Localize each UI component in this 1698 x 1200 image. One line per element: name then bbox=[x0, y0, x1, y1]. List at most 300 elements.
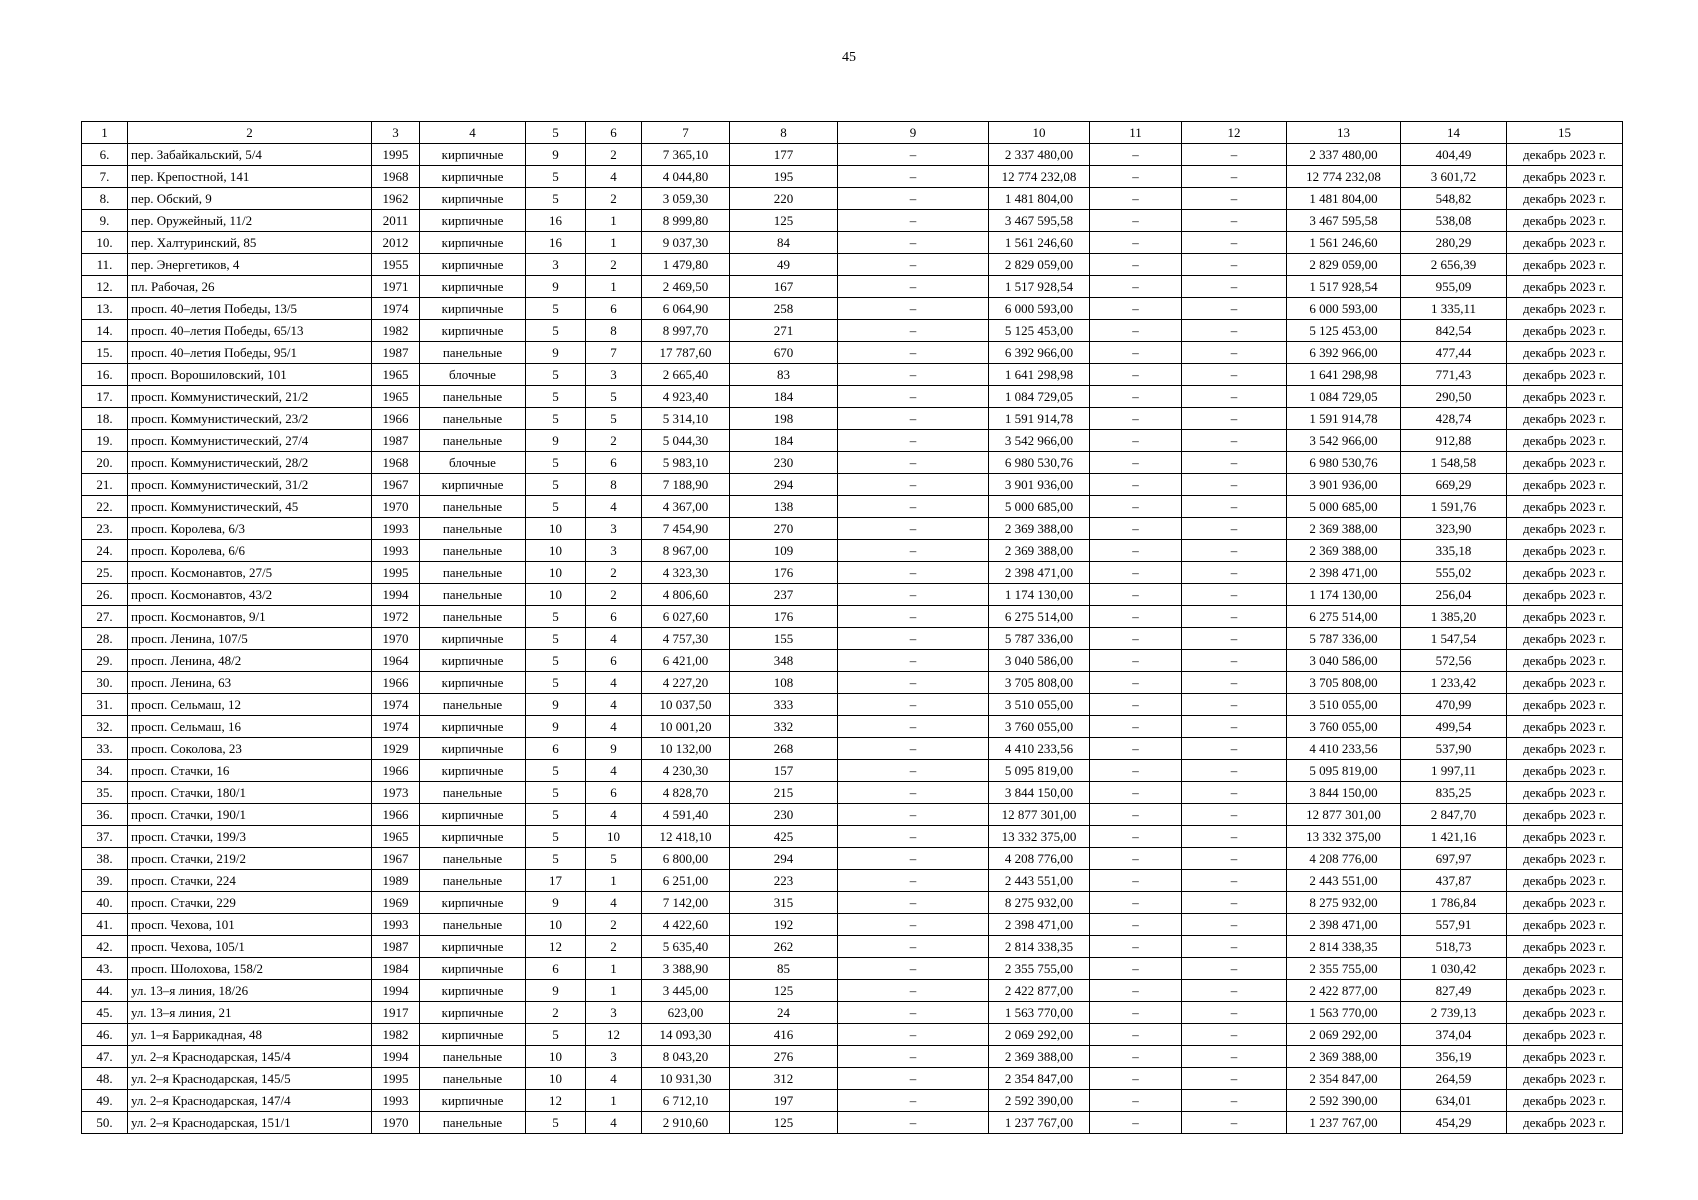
entrances-cell: 1 bbox=[586, 958, 642, 980]
floors-cell: 5 bbox=[526, 320, 586, 342]
apartments-cell: 670 bbox=[730, 342, 838, 364]
table-row bbox=[82, 980, 1623, 1002]
row-number-cell: 16. bbox=[82, 364, 128, 386]
row-number-cell: 26. bbox=[82, 584, 128, 606]
entrances-cell: 7 bbox=[586, 342, 642, 364]
apartments-cell: 348 bbox=[730, 650, 838, 672]
col-11-cell: – bbox=[1090, 320, 1182, 342]
total-cost-cell: 12 877 301,00 bbox=[1287, 804, 1401, 826]
row-number-cell: 43. bbox=[82, 958, 128, 980]
column-number-cell: 10 bbox=[989, 122, 1090, 144]
cost-cell: 1 517 928,54 bbox=[989, 276, 1090, 298]
cost-per-sqm-cell: 454,29 bbox=[1401, 1112, 1507, 1134]
apartments-cell: 223 bbox=[730, 870, 838, 892]
row-number-cell: 46. bbox=[82, 1024, 128, 1046]
table-row bbox=[82, 188, 1623, 210]
entrances-cell: 3 bbox=[586, 1046, 642, 1068]
col-12-cell: – bbox=[1182, 210, 1287, 232]
row-number-cell: 31. bbox=[82, 694, 128, 716]
col-11-cell: – bbox=[1090, 166, 1182, 188]
row-number-cell: 17. bbox=[82, 386, 128, 408]
col-9-cell: – bbox=[838, 760, 989, 782]
cost-cell: 1 481 804,00 bbox=[989, 188, 1090, 210]
col-12-cell: – bbox=[1182, 584, 1287, 606]
cost-cell: 3 760 055,00 bbox=[989, 716, 1090, 738]
entrances-cell: 4 bbox=[586, 804, 642, 826]
entrances-cell: 3 bbox=[586, 518, 642, 540]
apartments-cell: 268 bbox=[730, 738, 838, 760]
row-number-cell: 38. bbox=[82, 848, 128, 870]
col-9-cell: – bbox=[838, 892, 989, 914]
year-built-cell: 1984 bbox=[372, 958, 420, 980]
col-12-cell: – bbox=[1182, 826, 1287, 848]
entrances-cell: 2 bbox=[586, 562, 642, 584]
col-12-cell: – bbox=[1182, 1090, 1287, 1112]
total-area-cell: 4 323,30 bbox=[642, 562, 730, 584]
col-12-cell: – bbox=[1182, 672, 1287, 694]
address-cell: ул. 13–я линия, 21 bbox=[128, 1002, 372, 1024]
cost-cell: 4 208 776,00 bbox=[989, 848, 1090, 870]
address-cell: пер. Оружейный, 11/2 bbox=[128, 210, 372, 232]
completion-date-cell: декабрь 2023 г. bbox=[1507, 606, 1623, 628]
total-area-cell: 4 828,70 bbox=[642, 782, 730, 804]
col-12-cell: – bbox=[1182, 892, 1287, 914]
cost-per-sqm-cell: 835,25 bbox=[1401, 782, 1507, 804]
wall-material-cell: панельные bbox=[420, 342, 526, 364]
total-cost-cell: 1 237 767,00 bbox=[1287, 1112, 1401, 1134]
total-cost-cell: 2 355 755,00 bbox=[1287, 958, 1401, 980]
col-12-cell: – bbox=[1182, 496, 1287, 518]
col-12-cell: – bbox=[1182, 408, 1287, 430]
total-cost-cell: 1 517 928,54 bbox=[1287, 276, 1401, 298]
cost-per-sqm-cell: 827,49 bbox=[1401, 980, 1507, 1002]
table-row bbox=[82, 342, 1623, 364]
floors-cell: 9 bbox=[526, 430, 586, 452]
table-row bbox=[82, 320, 1623, 342]
address-cell: пер. Энергетиков, 4 bbox=[128, 254, 372, 276]
address-cell: просп. Стачки, 16 bbox=[128, 760, 372, 782]
year-built-cell: 1967 bbox=[372, 848, 420, 870]
address-cell: пл. Рабочая, 26 bbox=[128, 276, 372, 298]
apartments-cell: 197 bbox=[730, 1090, 838, 1112]
cost-per-sqm-cell: 537,90 bbox=[1401, 738, 1507, 760]
wall-material-cell: панельные bbox=[420, 606, 526, 628]
wall-material-cell: кирпичные bbox=[420, 980, 526, 1002]
total-area-cell: 8 967,00 bbox=[642, 540, 730, 562]
table-row bbox=[82, 606, 1623, 628]
column-number-cell: 8 bbox=[730, 122, 838, 144]
col-9-cell: – bbox=[838, 188, 989, 210]
col-12-cell: – bbox=[1182, 1024, 1287, 1046]
row-number-cell: 30. bbox=[82, 672, 128, 694]
col-11-cell: – bbox=[1090, 298, 1182, 320]
col-11-cell: – bbox=[1090, 892, 1182, 914]
completion-date-cell: декабрь 2023 г. bbox=[1507, 936, 1623, 958]
year-built-cell: 1965 bbox=[372, 826, 420, 848]
col-11-cell: – bbox=[1090, 650, 1182, 672]
col-9-cell: – bbox=[838, 848, 989, 870]
apartments-cell: 138 bbox=[730, 496, 838, 518]
completion-date-cell: декабрь 2023 г. bbox=[1507, 342, 1623, 364]
cost-per-sqm-cell: 1 548,58 bbox=[1401, 452, 1507, 474]
row-number-cell: 7. bbox=[82, 166, 128, 188]
cost-per-sqm-cell: 323,90 bbox=[1401, 518, 1507, 540]
total-area-cell: 10 037,50 bbox=[642, 694, 730, 716]
year-built-cell: 1982 bbox=[372, 1024, 420, 1046]
row-number-cell: 33. bbox=[82, 738, 128, 760]
table-row bbox=[82, 166, 1623, 188]
address-cell: просп. Стачки, 224 bbox=[128, 870, 372, 892]
apartments-cell: 230 bbox=[730, 452, 838, 474]
col-12-cell: – bbox=[1182, 980, 1287, 1002]
wall-material-cell: кирпичные bbox=[420, 738, 526, 760]
floors-cell: 5 bbox=[526, 386, 586, 408]
floors-cell: 5 bbox=[526, 496, 586, 518]
address-cell: ул. 2–я Краснодарская, 145/4 bbox=[128, 1046, 372, 1068]
wall-material-cell: панельные bbox=[420, 584, 526, 606]
cost-per-sqm-cell: 548,82 bbox=[1401, 188, 1507, 210]
table-row bbox=[82, 782, 1623, 804]
total-cost-cell: 6 000 593,00 bbox=[1287, 298, 1401, 320]
wall-material-cell: кирпичные bbox=[420, 254, 526, 276]
page-number: 45 bbox=[842, 50, 856, 65]
col-9-cell: – bbox=[838, 804, 989, 826]
building-register-table bbox=[81, 121, 1623, 1134]
entrances-cell: 2 bbox=[586, 430, 642, 452]
apartments-cell: 198 bbox=[730, 408, 838, 430]
col-11-cell: – bbox=[1090, 210, 1182, 232]
cost-per-sqm-cell: 335,18 bbox=[1401, 540, 1507, 562]
col-11-cell: – bbox=[1090, 562, 1182, 584]
entrances-cell: 8 bbox=[586, 320, 642, 342]
col-9-cell: – bbox=[838, 1090, 989, 1112]
entrances-cell: 2 bbox=[586, 914, 642, 936]
col-12-cell: – bbox=[1182, 188, 1287, 210]
total-cost-cell: 1 561 246,60 bbox=[1287, 232, 1401, 254]
table-row bbox=[82, 870, 1623, 892]
floors-cell: 6 bbox=[526, 958, 586, 980]
table-row bbox=[82, 914, 1623, 936]
address-cell: просп. Космонавтов, 27/5 bbox=[128, 562, 372, 584]
wall-material-cell: кирпичные bbox=[420, 804, 526, 826]
col-9-cell: – bbox=[838, 672, 989, 694]
row-number-cell: 41. bbox=[82, 914, 128, 936]
col-9-cell: – bbox=[838, 1112, 989, 1134]
address-cell: пер. Обский, 9 bbox=[128, 188, 372, 210]
column-number-cell: 4 bbox=[420, 122, 526, 144]
total-area-cell: 4 591,40 bbox=[642, 804, 730, 826]
total-area-cell: 4 422,60 bbox=[642, 914, 730, 936]
col-11-cell: – bbox=[1090, 848, 1182, 870]
floors-cell: 3 bbox=[526, 254, 586, 276]
column-number-header-row bbox=[82, 122, 1623, 144]
cost-cell: 3 040 586,00 bbox=[989, 650, 1090, 672]
address-cell: просп. 40–летия Победы, 13/5 bbox=[128, 298, 372, 320]
year-built-cell: 1966 bbox=[372, 672, 420, 694]
table-row bbox=[82, 738, 1623, 760]
completion-date-cell: декабрь 2023 г. bbox=[1507, 716, 1623, 738]
apartments-cell: 215 bbox=[730, 782, 838, 804]
entrances-cell: 4 bbox=[586, 1112, 642, 1134]
year-built-cell: 1994 bbox=[372, 1046, 420, 1068]
apartments-cell: 125 bbox=[730, 980, 838, 1002]
col-12-cell: – bbox=[1182, 144, 1287, 166]
col-12-cell: – bbox=[1182, 452, 1287, 474]
completion-date-cell: декабрь 2023 г. bbox=[1507, 870, 1623, 892]
table-row bbox=[82, 958, 1623, 980]
cost-per-sqm-cell: 1 786,84 bbox=[1401, 892, 1507, 914]
total-area-cell: 5 983,10 bbox=[642, 452, 730, 474]
entrances-cell: 6 bbox=[586, 298, 642, 320]
cost-per-sqm-cell: 1 030,42 bbox=[1401, 958, 1507, 980]
cost-cell: 12 877 301,00 bbox=[989, 804, 1090, 826]
cost-cell: 3 542 966,00 bbox=[989, 430, 1090, 452]
cost-per-sqm-cell: 2 739,13 bbox=[1401, 1002, 1507, 1024]
floors-cell: 16 bbox=[526, 232, 586, 254]
completion-date-cell: декабрь 2023 г. bbox=[1507, 672, 1623, 694]
wall-material-cell: кирпичные bbox=[420, 958, 526, 980]
cost-per-sqm-cell: 2 847,70 bbox=[1401, 804, 1507, 826]
cost-per-sqm-cell: 1 591,76 bbox=[1401, 496, 1507, 518]
completion-date-cell: декабрь 2023 г. bbox=[1507, 584, 1623, 606]
cost-cell: 1 563 770,00 bbox=[989, 1002, 1090, 1024]
table-row bbox=[82, 364, 1623, 386]
row-number-cell: 35. bbox=[82, 782, 128, 804]
year-built-cell: 1995 bbox=[372, 1068, 420, 1090]
year-built-cell: 1974 bbox=[372, 694, 420, 716]
col-12-cell: – bbox=[1182, 694, 1287, 716]
cost-per-sqm-cell: 955,09 bbox=[1401, 276, 1507, 298]
address-cell: просп. Ленина, 107/5 bbox=[128, 628, 372, 650]
completion-date-cell: декабрь 2023 г. bbox=[1507, 738, 1623, 760]
completion-date-cell: декабрь 2023 г. bbox=[1507, 518, 1623, 540]
entrances-cell: 6 bbox=[586, 606, 642, 628]
completion-date-cell: декабрь 2023 г. bbox=[1507, 848, 1623, 870]
cost-cell: 2 369 388,00 bbox=[989, 518, 1090, 540]
address-cell: просп. Сельмаш, 12 bbox=[128, 694, 372, 716]
row-number-cell: 45. bbox=[82, 1002, 128, 1024]
row-number-cell: 14. bbox=[82, 320, 128, 342]
col-9-cell: – bbox=[838, 254, 989, 276]
table-row bbox=[82, 144, 1623, 166]
wall-material-cell: кирпичные bbox=[420, 672, 526, 694]
col-9-cell: – bbox=[838, 1024, 989, 1046]
floors-cell: 6 bbox=[526, 738, 586, 760]
wall-material-cell: кирпичные bbox=[420, 166, 526, 188]
cost-cell: 3 467 595,58 bbox=[989, 210, 1090, 232]
address-cell: просп. Ленина, 63 bbox=[128, 672, 372, 694]
total-area-cell: 2 469,50 bbox=[642, 276, 730, 298]
col-11-cell: – bbox=[1090, 936, 1182, 958]
total-cost-cell: 3 844 150,00 bbox=[1287, 782, 1401, 804]
total-area-cell: 7 454,90 bbox=[642, 518, 730, 540]
cost-per-sqm-cell: 3 601,72 bbox=[1401, 166, 1507, 188]
entrances-cell: 1 bbox=[586, 980, 642, 1002]
total-area-cell: 5 044,30 bbox=[642, 430, 730, 452]
total-area-cell: 6 421,00 bbox=[642, 650, 730, 672]
year-built-cell: 1987 bbox=[372, 430, 420, 452]
year-built-cell: 1973 bbox=[372, 782, 420, 804]
total-area-cell: 4 044,80 bbox=[642, 166, 730, 188]
col-12-cell: – bbox=[1182, 1002, 1287, 1024]
col-11-cell: – bbox=[1090, 760, 1182, 782]
col-9-cell: – bbox=[838, 430, 989, 452]
floors-cell: 10 bbox=[526, 914, 586, 936]
col-11-cell: – bbox=[1090, 1090, 1182, 1112]
col-9-cell: – bbox=[838, 584, 989, 606]
cost-cell: 2 398 471,00 bbox=[989, 562, 1090, 584]
col-9-cell: – bbox=[838, 650, 989, 672]
cost-per-sqm-cell: 912,88 bbox=[1401, 430, 1507, 452]
row-number-cell: 10. bbox=[82, 232, 128, 254]
year-built-cell: 1917 bbox=[372, 1002, 420, 1024]
address-cell: ул. 2–я Краснодарская, 145/5 bbox=[128, 1068, 372, 1090]
total-area-cell: 3 059,30 bbox=[642, 188, 730, 210]
year-built-cell: 1964 bbox=[372, 650, 420, 672]
address-cell: просп. Космонавтов, 43/2 bbox=[128, 584, 372, 606]
apartments-cell: 425 bbox=[730, 826, 838, 848]
year-built-cell: 1982 bbox=[372, 320, 420, 342]
row-number-cell: 15. bbox=[82, 342, 128, 364]
entrances-cell: 2 bbox=[586, 188, 642, 210]
col-11-cell: – bbox=[1090, 254, 1182, 276]
completion-date-cell: декабрь 2023 г. bbox=[1507, 386, 1623, 408]
cost-cell: 1 641 298,98 bbox=[989, 364, 1090, 386]
table-row bbox=[82, 518, 1623, 540]
entrances-cell: 6 bbox=[586, 782, 642, 804]
col-9-cell: – bbox=[838, 210, 989, 232]
cost-cell: 5 787 336,00 bbox=[989, 628, 1090, 650]
row-number-cell: 20. bbox=[82, 452, 128, 474]
entrances-cell: 2 bbox=[586, 936, 642, 958]
floors-cell: 5 bbox=[526, 364, 586, 386]
row-number-cell: 25. bbox=[82, 562, 128, 584]
wall-material-cell: кирпичные bbox=[420, 892, 526, 914]
table-row bbox=[82, 430, 1623, 452]
completion-date-cell: декабрь 2023 г. bbox=[1507, 892, 1623, 914]
year-built-cell: 1969 bbox=[372, 892, 420, 914]
col-11-cell: – bbox=[1090, 1046, 1182, 1068]
apartments-cell: 220 bbox=[730, 188, 838, 210]
total-cost-cell: 5 125 453,00 bbox=[1287, 320, 1401, 342]
entrances-cell: 2 bbox=[586, 584, 642, 606]
total-area-cell: 8 999,80 bbox=[642, 210, 730, 232]
table-row bbox=[82, 1090, 1623, 1112]
col-11-cell: – bbox=[1090, 980, 1182, 1002]
year-built-cell: 1968 bbox=[372, 452, 420, 474]
total-cost-cell: 3 542 966,00 bbox=[1287, 430, 1401, 452]
floors-cell: 9 bbox=[526, 694, 586, 716]
table-row bbox=[82, 694, 1623, 716]
wall-material-cell: панельные bbox=[420, 1046, 526, 1068]
col-9-cell: – bbox=[838, 738, 989, 760]
year-built-cell: 1987 bbox=[372, 936, 420, 958]
table-row bbox=[82, 584, 1623, 606]
total-cost-cell: 5 000 685,00 bbox=[1287, 496, 1401, 518]
total-cost-cell: 2 369 388,00 bbox=[1287, 540, 1401, 562]
total-area-cell: 4 757,30 bbox=[642, 628, 730, 650]
wall-material-cell: панельные bbox=[420, 848, 526, 870]
row-number-cell: 34. bbox=[82, 760, 128, 782]
cost-per-sqm-cell: 428,74 bbox=[1401, 408, 1507, 430]
completion-date-cell: декабрь 2023 г. bbox=[1507, 276, 1623, 298]
cost-cell: 2 443 551,00 bbox=[989, 870, 1090, 892]
completion-date-cell: декабрь 2023 г. bbox=[1507, 1046, 1623, 1068]
apartments-cell: 230 bbox=[730, 804, 838, 826]
col-11-cell: – bbox=[1090, 914, 1182, 936]
total-area-cell: 14 093,30 bbox=[642, 1024, 730, 1046]
col-12-cell: – bbox=[1182, 474, 1287, 496]
col-11-cell: – bbox=[1090, 1068, 1182, 1090]
floors-cell: 5 bbox=[526, 848, 586, 870]
cost-cell: 1 174 130,00 bbox=[989, 584, 1090, 606]
cost-cell: 5 095 819,00 bbox=[989, 760, 1090, 782]
col-12-cell: – bbox=[1182, 254, 1287, 276]
cost-per-sqm-cell: 437,87 bbox=[1401, 870, 1507, 892]
entrances-cell: 1 bbox=[586, 210, 642, 232]
apartments-cell: 176 bbox=[730, 562, 838, 584]
table-row bbox=[82, 1112, 1623, 1134]
total-area-cell: 6 027,60 bbox=[642, 606, 730, 628]
floors-cell: 9 bbox=[526, 716, 586, 738]
total-area-cell: 3 445,00 bbox=[642, 980, 730, 1002]
cost-cell: 3 705 808,00 bbox=[989, 672, 1090, 694]
completion-date-cell: декабрь 2023 г. bbox=[1507, 760, 1623, 782]
col-9-cell: – bbox=[838, 298, 989, 320]
row-number-cell: 21. bbox=[82, 474, 128, 496]
apartments-cell: 312 bbox=[730, 1068, 838, 1090]
row-number-cell: 24. bbox=[82, 540, 128, 562]
address-cell: просп. Коммунистический, 45 bbox=[128, 496, 372, 518]
wall-material-cell: кирпичные bbox=[420, 298, 526, 320]
cost-per-sqm-cell: 572,56 bbox=[1401, 650, 1507, 672]
total-area-cell: 6 064,90 bbox=[642, 298, 730, 320]
total-area-cell: 17 787,60 bbox=[642, 342, 730, 364]
row-number-cell: 12. bbox=[82, 276, 128, 298]
total-cost-cell: 2 369 388,00 bbox=[1287, 518, 1401, 540]
address-cell: пер. Крепостной, 141 bbox=[128, 166, 372, 188]
apartments-cell: 294 bbox=[730, 474, 838, 496]
completion-date-cell: декабрь 2023 г. bbox=[1507, 474, 1623, 496]
completion-date-cell: декабрь 2023 г. bbox=[1507, 298, 1623, 320]
total-cost-cell: 2 398 471,00 bbox=[1287, 562, 1401, 584]
total-area-cell: 7 365,10 bbox=[642, 144, 730, 166]
year-built-cell: 1994 bbox=[372, 980, 420, 1002]
col-12-cell: – bbox=[1182, 870, 1287, 892]
address-cell: просп. Коммунистический, 31/2 bbox=[128, 474, 372, 496]
col-9-cell: – bbox=[838, 1046, 989, 1068]
cost-per-sqm-cell: 374,04 bbox=[1401, 1024, 1507, 1046]
total-area-cell: 6 800,00 bbox=[642, 848, 730, 870]
col-9-cell: – bbox=[838, 782, 989, 804]
wall-material-cell: панельные bbox=[420, 562, 526, 584]
cost-per-sqm-cell: 264,59 bbox=[1401, 1068, 1507, 1090]
completion-date-cell: декабрь 2023 г. bbox=[1507, 782, 1623, 804]
col-11-cell: – bbox=[1090, 188, 1182, 210]
entrances-cell: 3 bbox=[586, 1002, 642, 1024]
total-cost-cell: 1 084 729,05 bbox=[1287, 386, 1401, 408]
total-cost-cell: 3 760 055,00 bbox=[1287, 716, 1401, 738]
cost-per-sqm-cell: 280,29 bbox=[1401, 232, 1507, 254]
year-built-cell: 1966 bbox=[372, 804, 420, 826]
wall-material-cell: панельные bbox=[420, 518, 526, 540]
col-12-cell: – bbox=[1182, 914, 1287, 936]
wall-material-cell: панельные bbox=[420, 430, 526, 452]
col-9-cell: – bbox=[838, 474, 989, 496]
col-11-cell: – bbox=[1090, 628, 1182, 650]
year-built-cell: 1965 bbox=[372, 386, 420, 408]
column-number-cell: 7 bbox=[642, 122, 730, 144]
